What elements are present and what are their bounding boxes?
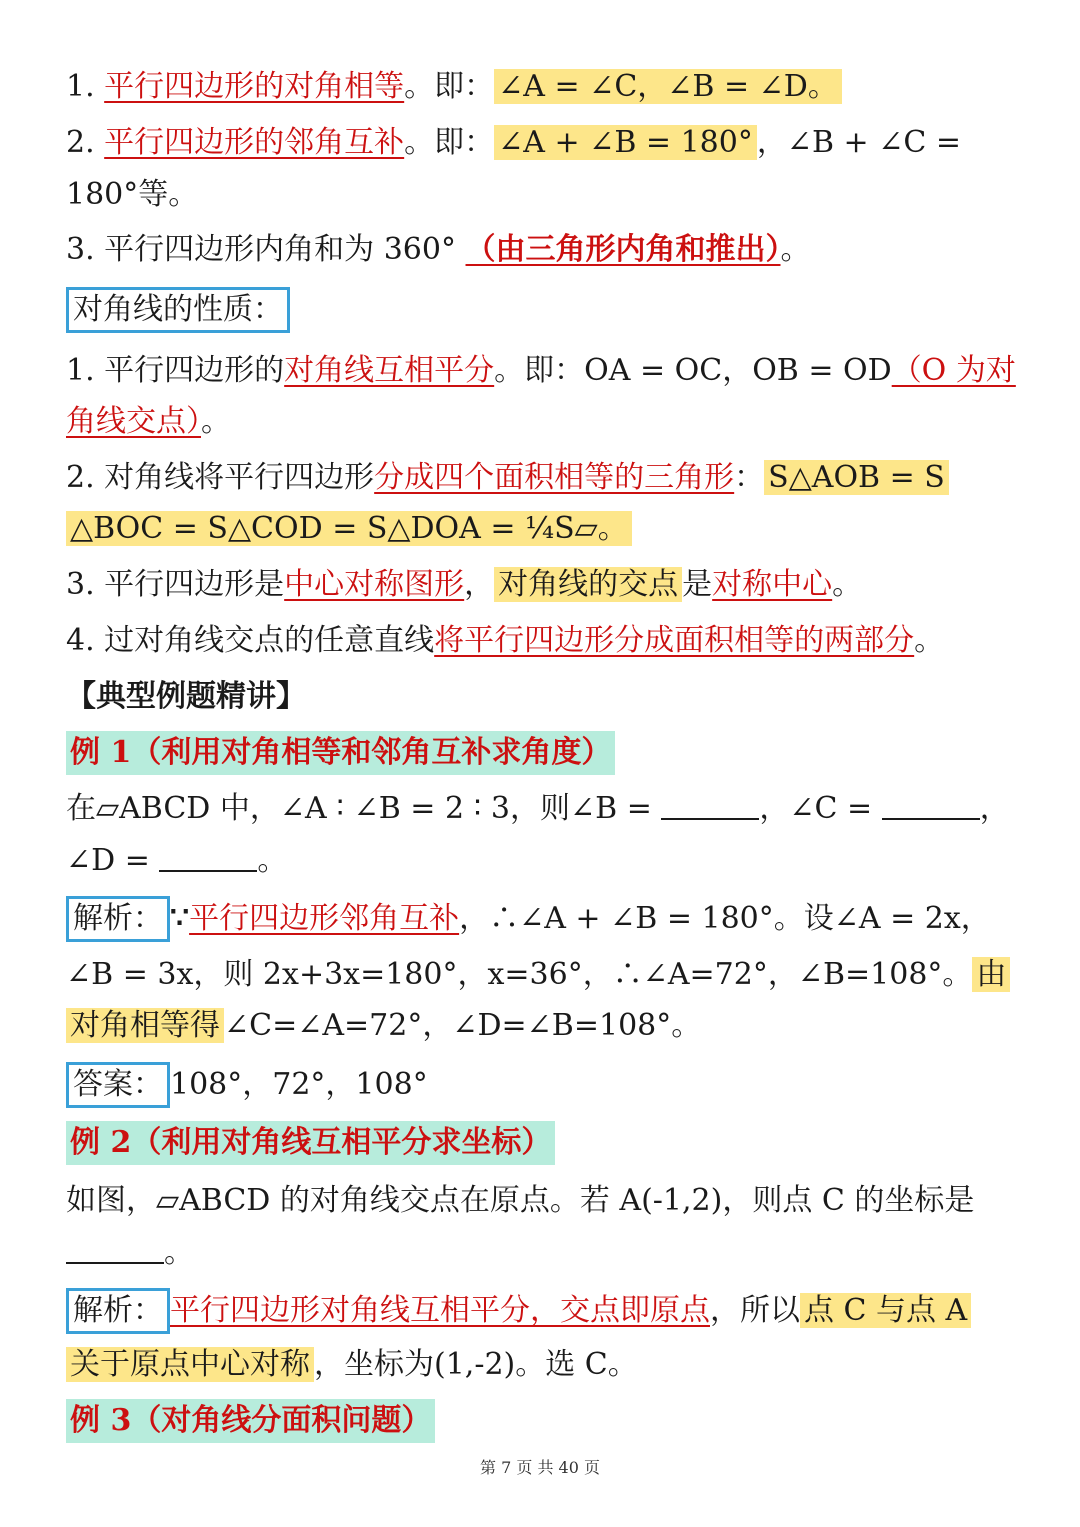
answer-blank [882, 788, 980, 820]
example-2-solution: 解析： 平行四边形对角线互相平分，交点即原点，所以 点 C 与点 A [66, 1286, 1016, 1336]
diag-prop-1: 1. 平行四边形的对角线互相平分。即：OA = OC，OB = OD（O 为对 [66, 353, 1016, 388]
angle-prop-2-cont: 180°等。 [66, 177, 199, 212]
example-2-question-cont: 。 [66, 1228, 1016, 1278]
diag-prop-1-cont: 角线交点）。 [66, 404, 231, 439]
answer-blank [159, 840, 257, 872]
example-1-question: 在▱ABCD 中，∠A ∶ ∠B = 2 ∶ 3，则∠B = ，∠C = ， [66, 784, 1016, 834]
diag-prop-2-cont: △BOC = S△COD = S△DOA = ¼S▱。 [66, 504, 1016, 554]
angle-prop-2: 2. 平行四边形的邻角互补。即： ∠A + ∠B = 180° ，∠B + ∠C = [66, 125, 961, 160]
diag-prop-4: 4. 过对角线交点的任意直线将平行四边形分成面积相等的两部分。 [66, 623, 945, 658]
angle-prop-3: 3. 平行四边形内角和为 360° （由三角形内角和推出）。 [66, 232, 811, 267]
answer-blank [661, 788, 759, 820]
page-footer: 第 7 页 共 40 页 [480, 1458, 600, 1477]
solution-label: 解析： [66, 896, 170, 942]
solution-label: 解析： [66, 1288, 170, 1334]
example-1-question-cont: ∠D = 。 [66, 836, 1016, 886]
diag-prop-3: 3. 平行四边形是中心对称图形， 对角线的交点 是对称中心。 [66, 567, 863, 602]
example-1-solution: 解析： ∵平行四边形邻角互补，∴∠A + ∠B = 180°。设∠A = 2x， [66, 894, 1016, 944]
diagonal-heading: 对角线的性质： [66, 285, 1016, 335]
example-3-title: 例 3（对角线分面积问题） [66, 1396, 1016, 1446]
example-2-title: 例 2（利用对角线互相平分求坐标） [66, 1118, 1016, 1168]
example-2-question: 如图，▱ABCD 的对角线交点在原点。若 A(-1,2)，则点 C 的坐标是 [66, 1183, 975, 1218]
answer-label: 答案： [66, 1062, 170, 1108]
example-2-solution-2: 关于原点中心对称 ，坐标为(1,-2)。选 C。 [66, 1340, 1016, 1390]
example-1-solution-3: 对角相等得 ∠C=∠A=72°，∠D=∠B=108°。 [66, 1001, 1016, 1051]
angle-prop-1: 1. 平行四边形的对角相等。即： ∠A = ∠C，∠B = ∠D。 [66, 62, 1016, 112]
example-1-solution-2: ∠B = 3x，则 2x+3x=180°，x=36°，∴∠A=72°，∠B=108°。 由 [66, 950, 1016, 1000]
section-title: 【典型例题精讲】 [66, 679, 306, 714]
highlight-yellow: ∠A = ∠C，∠B = ∠D。 [494, 69, 842, 104]
example-1-title: 例 1（利用对角相等和邻角互补求角度） [66, 728, 1016, 778]
highlight-red-text: 平行四边形的对角相等 [104, 69, 405, 104]
diag-prop-2: 2. 对角线将平行四边形分成四个面积相等的三角形： S△AOB = S [66, 453, 1016, 503]
answer-blank [66, 1232, 164, 1264]
example-1-answer: 答案： 108°，72°，108° [66, 1060, 1016, 1110]
